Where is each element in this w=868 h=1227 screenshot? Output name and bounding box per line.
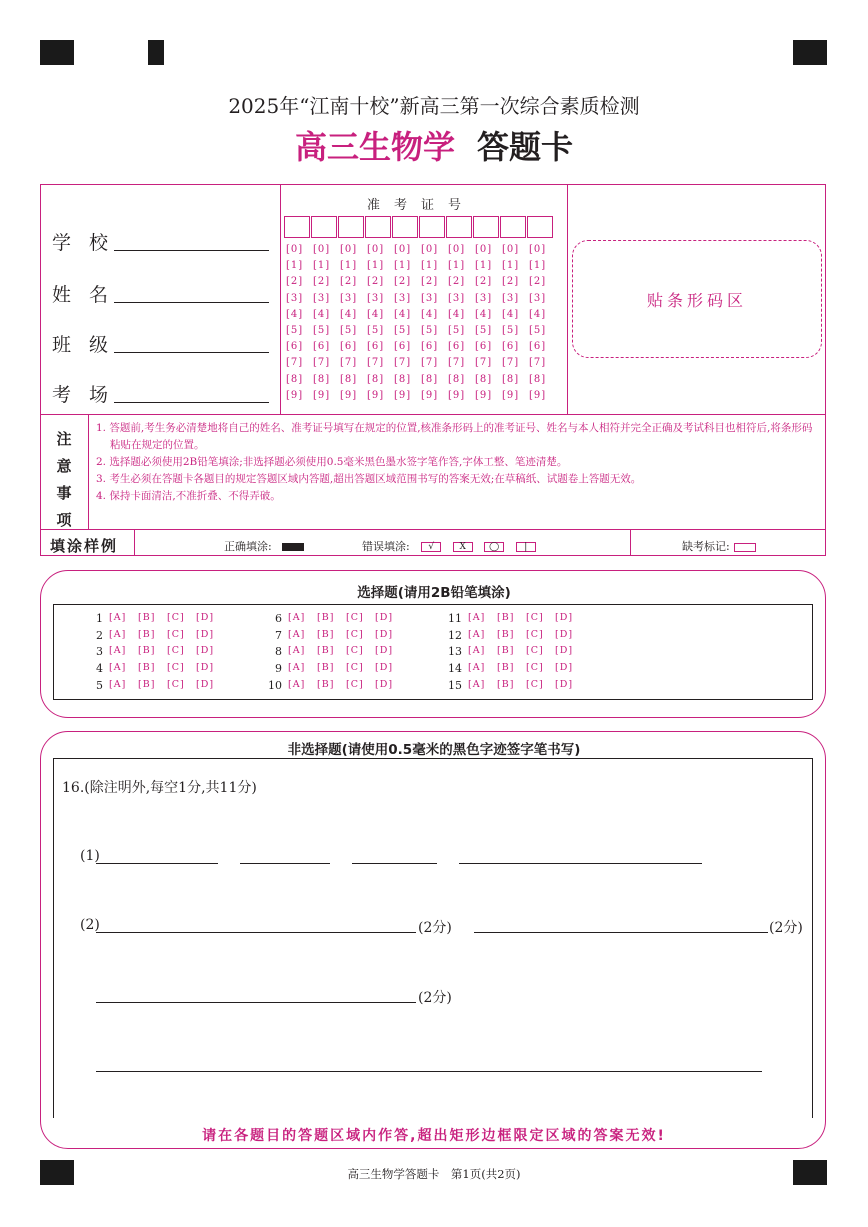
- option-bubble[interactable]: [C]: [167, 629, 185, 640]
- digit-bubble[interactable]: [2]: [421, 276, 439, 288]
- digit-bubble[interactable]: [0]: [502, 244, 520, 255]
- digit-row: [286, 374, 556, 390]
- mc-question: [264, 612, 404, 625]
- option-bubble[interactable]: [C]: [526, 645, 544, 656]
- option-bubble[interactable]: [C]: [526, 679, 544, 690]
- exam-id-boxes[interactable]: [284, 216, 554, 238]
- boundary-warning: 请在各题目的答题区域内作答,超出矩形边框限定区域的答案无效!: [202, 1128, 666, 1144]
- digit-row: [286, 260, 556, 276]
- option-bubble[interactable]: [A]: [109, 679, 127, 690]
- points-label: (2分): [769, 920, 803, 936]
- option-bubble[interactable]: [D]: [375, 612, 394, 623]
- digit-bubble[interactable]: [5]: [367, 324, 385, 336]
- exam-room-field[interactable]: [52, 380, 126, 407]
- barcode-area: 贴条形码区: [572, 240, 822, 358]
- option-bubble[interactable]: [B]: [138, 645, 156, 656]
- option-bubble[interactable]: [D]: [196, 662, 215, 673]
- digit-row: [286, 390, 556, 406]
- digit-bubble[interactable]: [9]: [367, 389, 385, 401]
- digit-bubble[interactable]: [5]: [313, 324, 331, 336]
- mc-question: [264, 662, 404, 675]
- digit-bubble[interactable]: [2]: [313, 276, 331, 288]
- option-bubble[interactable]: [C]: [167, 662, 185, 673]
- digit-bubble[interactable]: [3]: [313, 292, 331, 304]
- card-subtitle: 答题卡: [477, 128, 574, 166]
- option-bubble[interactable]: [A]: [468, 679, 486, 690]
- digit-bubble[interactable]: [7]: [313, 357, 331, 369]
- option-bubble[interactable]: [D]: [375, 645, 394, 656]
- digit-bubble[interactable]: [1]: [421, 260, 439, 272]
- digit-bubble[interactable]: [7]: [475, 357, 493, 369]
- digit-bubble[interactable]: [4]: [475, 308, 493, 320]
- digit-bubble[interactable]: [8]: [475, 373, 493, 385]
- note-item: 3. 考生必须在答题卡各题目的规定答题区域内答题,超出答题区域范围书写的答案无效;在草稿纸、试题卷上答题无效。: [96, 473, 642, 485]
- option-bubble[interactable]: [C]: [167, 612, 185, 623]
- option-bubble[interactable]: [A]: [288, 612, 306, 623]
- digit-bubble[interactable]: [6]: [340, 341, 358, 353]
- digit-bubble[interactable]: [8]: [340, 373, 358, 385]
- digit-bubble[interactable]: [2]: [286, 276, 304, 288]
- digit-bubble[interactable]: [9]: [475, 389, 493, 401]
- mc-question: [444, 612, 584, 625]
- digit-bubble[interactable]: [1]: [502, 260, 520, 272]
- digit-bubble[interactable]: [4]: [448, 308, 466, 320]
- registration-mark-top-center: [148, 40, 164, 65]
- option-bubble[interactable]: [B]: [138, 662, 156, 673]
- wrong-fill-label: 错误填涂:: [362, 540, 410, 553]
- mc-question: [85, 612, 225, 625]
- digit-bubble[interactable]: [5]: [529, 324, 547, 336]
- exam-id-label: 准考证号: [366, 198, 475, 213]
- answer-line[interactable]: [459, 863, 702, 864]
- digit-bubble[interactable]: [5]: [340, 324, 358, 336]
- digit-row: [286, 244, 556, 260]
- digit-bubble[interactable]: [2]: [394, 276, 412, 288]
- name-label: 姓名: [52, 284, 127, 306]
- exam-id-box[interactable]: [311, 216, 337, 238]
- mc-question: [85, 629, 225, 642]
- mc-question: [444, 629, 584, 642]
- digit-bubble[interactable]: [8]: [394, 373, 412, 385]
- option-bubble[interactable]: [D]: [555, 645, 574, 656]
- digit-bubble[interactable]: [0]: [286, 244, 304, 255]
- answer-frame: [53, 758, 813, 1118]
- digit-bubble[interactable]: [0]: [475, 244, 493, 255]
- option-bubble[interactable]: [B]: [497, 645, 515, 656]
- digit-bubble[interactable]: [8]: [286, 373, 304, 385]
- digit-bubble[interactable]: [6]: [529, 341, 547, 353]
- option-bubble[interactable]: [D]: [555, 612, 574, 623]
- option-bubble[interactable]: [A]: [109, 629, 127, 640]
- class-line: [114, 352, 269, 353]
- option-bubble[interactable]: [B]: [497, 612, 515, 623]
- note-item: 1. 答题前,考生务必清楚地将自己的姓名、准考证号填写在规定的位置,核准条形码上的准考证号、姓名与本人相符并完全正确及考试科目也相符后,将条形码粘贴在规定的位置。: [96, 422, 813, 451]
- digit-bubble[interactable]: [0]: [313, 244, 331, 255]
- digit-bubble[interactable]: [0]: [529, 244, 547, 255]
- digit-bubble[interactable]: [7]: [394, 357, 412, 369]
- mc-question: [264, 629, 404, 642]
- registration-mark-top-right: [793, 40, 827, 65]
- digit-bubble[interactable]: [4]: [367, 308, 385, 320]
- divider: [88, 414, 89, 530]
- digit-bubble[interactable]: [7]: [529, 357, 547, 369]
- absent-label: 缺考标记:: [682, 540, 730, 553]
- digit-bubble[interactable]: [1]: [394, 260, 412, 272]
- option-bubble[interactable]: [D]: [375, 679, 394, 690]
- card-title: [0, 122, 868, 168]
- digit-bubble[interactable]: [6]: [313, 341, 331, 353]
- digit-bubble[interactable]: [9]: [286, 389, 304, 401]
- absent-mark[interactable]: [682, 538, 756, 554]
- digit-bubble[interactable]: [4]: [502, 308, 520, 320]
- answer-line[interactable]: [96, 1071, 762, 1072]
- question-number: 11: [448, 612, 462, 625]
- answer-line[interactable]: [352, 863, 437, 864]
- option-bubble[interactable]: [D]: [375, 629, 394, 640]
- divider: [567, 184, 568, 415]
- digit-bubble[interactable]: [2]: [448, 276, 466, 288]
- digit-bubble[interactable]: [3]: [340, 292, 358, 304]
- digit-bubble[interactable]: [6]: [286, 341, 304, 353]
- wrong-mark-check: √: [421, 542, 441, 552]
- digit-bubble[interactable]: [2]: [367, 276, 385, 288]
- name-field[interactable]: [52, 280, 126, 307]
- question-number: 1: [96, 612, 103, 625]
- exam-id-box[interactable]: [338, 216, 364, 238]
- question-number: 9: [275, 662, 282, 675]
- registration-mark-top-left: [40, 40, 74, 65]
- digit-bubble[interactable]: [5]: [421, 324, 439, 336]
- digit-row: [286, 341, 556, 357]
- digit-bubble[interactable]: [0]: [367, 244, 385, 255]
- answer-line[interactable]: [474, 932, 768, 933]
- digit-bubble[interactable]: [8]: [502, 373, 520, 385]
- points-label: (2分): [418, 990, 452, 1006]
- option-bubble[interactable]: [B]: [317, 612, 335, 623]
- wrong-mark-circle: ◯: [484, 542, 504, 552]
- option-bubble[interactable]: [A]: [288, 629, 306, 640]
- correct-fill-sample: [224, 538, 304, 554]
- digit-bubble[interactable]: [4]: [286, 308, 304, 320]
- option-bubble[interactable]: [D]: [555, 679, 574, 690]
- question-number: 8: [275, 645, 282, 658]
- exam-id-box[interactable]: [446, 216, 472, 238]
- question-number: 7: [275, 629, 282, 642]
- mc-title: 选择题(请用2B铅笔填涂): [357, 585, 511, 601]
- option-bubble[interactable]: [A]: [288, 662, 306, 673]
- digit-bubble[interactable]: [9]: [502, 389, 520, 401]
- digit-bubble[interactable]: [9]: [529, 389, 547, 401]
- part-1-label: (1): [80, 848, 100, 864]
- school-label: 学校: [52, 232, 127, 254]
- option-bubble[interactable]: [C]: [526, 662, 544, 673]
- option-bubble[interactable]: [C]: [346, 612, 364, 623]
- option-bubble[interactable]: [D]: [196, 612, 215, 623]
- digit-bubble[interactable]: [0]: [421, 244, 439, 255]
- option-bubble[interactable]: [D]: [196, 679, 215, 690]
- digit-bubble[interactable]: [5]: [286, 324, 304, 336]
- option-bubble[interactable]: [C]: [526, 612, 544, 623]
- exam-id-box[interactable]: [365, 216, 391, 238]
- digit-bubble[interactable]: [6]: [475, 341, 493, 353]
- question-number: 5: [96, 679, 103, 692]
- digit-bubble[interactable]: [4]: [394, 308, 412, 320]
- exam-room-label: 考场: [52, 384, 127, 406]
- digit-bubble[interactable]: [4]: [340, 308, 358, 320]
- digit-bubble[interactable]: [0]: [448, 244, 466, 255]
- option-bubble[interactable]: [A]: [468, 645, 486, 656]
- points-label: (2分): [418, 920, 452, 936]
- exam-id-box[interactable]: [527, 216, 553, 238]
- digit-bubble[interactable]: [3]: [286, 292, 304, 304]
- answer-line[interactable]: [96, 932, 416, 933]
- exam-id-box[interactable]: [473, 216, 499, 238]
- option-bubble[interactable]: [B]: [138, 629, 156, 640]
- digit-bubble[interactable]: [9]: [340, 389, 358, 401]
- digit-bubble[interactable]: [2]: [475, 276, 493, 288]
- wrong-mark-cross: X: [453, 542, 473, 552]
- digit-bubble[interactable]: [5]: [394, 324, 412, 336]
- name-line: [114, 302, 269, 303]
- digit-bubble[interactable]: [2]: [502, 276, 520, 288]
- option-bubble[interactable]: [D]: [196, 629, 215, 640]
- option-bubble[interactable]: [B]: [138, 679, 156, 690]
- digit-bubble[interactable]: [3]: [394, 292, 412, 304]
- option-bubble[interactable]: [A]: [468, 662, 486, 673]
- option-bubble[interactable]: [D]: [196, 645, 215, 656]
- option-bubble[interactable]: [B]: [317, 662, 335, 673]
- digit-row: [286, 325, 556, 341]
- exam-id-box[interactable]: [284, 216, 310, 238]
- digit-bubble[interactable]: [5]: [502, 324, 520, 336]
- option-bubble[interactable]: [C]: [346, 679, 364, 690]
- digit-bubble[interactable]: [0]: [394, 244, 412, 255]
- digit-bubble[interactable]: [3]: [502, 292, 520, 304]
- option-bubble[interactable]: [B]: [317, 629, 335, 640]
- option-bubble[interactable]: [C]: [167, 645, 185, 656]
- option-bubble[interactable]: [A]: [109, 662, 127, 673]
- exam-id-box[interactable]: [419, 216, 445, 238]
- digit-bubble[interactable]: [5]: [448, 324, 466, 336]
- digit-bubble[interactable]: [9]: [394, 389, 412, 401]
- wrong-fill-sample: [362, 538, 536, 554]
- digit-bubble[interactable]: [8]: [313, 373, 331, 385]
- digit-bubble[interactable]: [7]: [367, 357, 385, 369]
- option-bubble[interactable]: [B]: [497, 679, 515, 690]
- exam-id-box[interactable]: [500, 216, 526, 238]
- digit-bubble[interactable]: [8]: [367, 373, 385, 385]
- option-bubble[interactable]: [B]: [317, 645, 335, 656]
- option-bubble[interactable]: [C]: [346, 662, 364, 673]
- digit-bubble[interactable]: [7]: [286, 357, 304, 369]
- option-bubble[interactable]: [A]: [468, 629, 486, 640]
- digit-bubble[interactable]: [4]: [421, 308, 439, 320]
- mc-question: [444, 662, 584, 675]
- question-number: 4: [96, 662, 103, 675]
- digit-bubble[interactable]: [9]: [448, 389, 466, 401]
- digit-bubble[interactable]: [9]: [421, 389, 439, 401]
- question-number: 15: [448, 679, 462, 692]
- question-number: 6: [275, 612, 282, 625]
- option-bubble[interactable]: [D]: [555, 662, 574, 673]
- class-field[interactable]: [52, 330, 126, 357]
- divider: [134, 529, 135, 556]
- digit-bubble[interactable]: [6]: [421, 341, 439, 353]
- option-bubble[interactable]: [A]: [109, 612, 127, 623]
- question-number: 14: [448, 662, 462, 675]
- option-bubble[interactable]: [D]: [375, 662, 394, 673]
- non-mc-title: 非选择题(请使用0.5毫米的黑色字迹签字笔书写): [287, 742, 581, 758]
- question-number: 2: [96, 629, 103, 642]
- digit-bubble[interactable]: [3]: [529, 292, 547, 304]
- digit-bubble[interactable]: [1]: [340, 260, 358, 272]
- school-field[interactable]: [52, 228, 126, 255]
- digit-bubble[interactable]: [1]: [286, 260, 304, 272]
- digit-row: [286, 293, 556, 309]
- divider: [40, 414, 826, 415]
- mc-question: [444, 645, 584, 658]
- digit-bubble[interactable]: [0]: [340, 244, 358, 255]
- option-bubble[interactable]: [D]: [555, 629, 574, 640]
- digit-bubble[interactable]: [1]: [448, 260, 466, 272]
- digit-bubble[interactable]: [3]: [421, 292, 439, 304]
- digit-bubble[interactable]: [6]: [502, 341, 520, 353]
- mc-question: [264, 645, 404, 658]
- answer-line[interactable]: [240, 863, 330, 864]
- class-label: 班级: [52, 334, 127, 356]
- digit-row: [286, 309, 556, 325]
- question-number: 3: [96, 645, 103, 658]
- digit-bubble[interactable]: [1]: [367, 260, 385, 272]
- digit-bubble[interactable]: [5]: [475, 324, 493, 336]
- option-bubble[interactable]: [A]: [109, 645, 127, 656]
- exam-id-box[interactable]: [392, 216, 418, 238]
- question-number: 12: [448, 629, 462, 642]
- digit-row: [286, 357, 556, 373]
- answer-line[interactable]: [96, 863, 218, 864]
- digit-bubble[interactable]: [4]: [529, 308, 547, 320]
- note-item: 4. 保持卡面清洁,不准折叠、不得弄破。: [96, 490, 281, 502]
- absent-box[interactable]: [734, 543, 756, 552]
- digit-bubble[interactable]: [6]: [394, 341, 412, 353]
- digit-bubble[interactable]: [3]: [475, 292, 493, 304]
- mc-question: [264, 679, 404, 692]
- digit-bubble[interactable]: [9]: [313, 389, 331, 401]
- correct-fill-mark: [282, 543, 304, 551]
- option-bubble[interactable]: [C]: [167, 679, 185, 690]
- digit-bubble[interactable]: [2]: [340, 276, 358, 288]
- digit-row: [286, 276, 556, 292]
- question-16-header: 16.(除注明外,每空1分,共11分): [62, 780, 257, 796]
- note-item: 2. 选择题必须使用2B铅笔填涂;非选择题必须使用0.5毫米黑色墨水签字笔作答,字体工整、笔迹清楚。: [96, 456, 568, 468]
- question-number: 10: [268, 679, 282, 692]
- digit-bubble[interactable]: [4]: [313, 308, 331, 320]
- option-bubble[interactable]: [C]: [346, 645, 364, 656]
- digit-bubble[interactable]: [7]: [448, 357, 466, 369]
- mc-question: [85, 662, 225, 675]
- wrong-mark-line: |: [516, 542, 536, 552]
- option-bubble[interactable]: [C]: [526, 629, 544, 640]
- part-2-label: (2): [80, 917, 100, 933]
- divider: [40, 529, 826, 530]
- digit-bubble[interactable]: [2]: [529, 276, 547, 288]
- option-bubble[interactable]: [A]: [288, 679, 306, 690]
- option-bubble[interactable]: [C]: [346, 629, 364, 640]
- option-bubble[interactable]: [A]: [468, 612, 486, 623]
- digit-bubble[interactable]: [3]: [448, 292, 466, 304]
- digit-bubble[interactable]: [6]: [448, 341, 466, 353]
- digit-bubble[interactable]: [7]: [421, 357, 439, 369]
- exam-title: 2025年“江南十校”新高三第一次综合素质检测: [228, 94, 640, 118]
- mc-question: [85, 679, 225, 692]
- option-bubble[interactable]: [B]: [497, 662, 515, 673]
- question-number: 13: [448, 645, 462, 658]
- digit-bubble[interactable]: [3]: [367, 292, 385, 304]
- answer-line[interactable]: [96, 1002, 416, 1003]
- exam-id-digit-grid[interactable]: [286, 244, 556, 406]
- option-bubble[interactable]: [B]: [497, 629, 515, 640]
- digit-bubble[interactable]: [7]: [340, 357, 358, 369]
- digit-bubble[interactable]: [7]: [502, 357, 520, 369]
- mc-question: [85, 645, 225, 658]
- digit-bubble[interactable]: [8]: [529, 373, 547, 385]
- option-bubble[interactable]: [B]: [317, 679, 335, 690]
- subject-title: 高三生物学: [294, 128, 455, 166]
- correct-fill-label: 正确填涂:: [224, 540, 272, 553]
- exam-room-line: [114, 402, 269, 403]
- digit-bubble[interactable]: [1]: [529, 260, 547, 272]
- notes-list: [96, 420, 821, 505]
- digit-bubble[interactable]: [1]: [313, 260, 331, 272]
- divider: [280, 184, 281, 415]
- digit-bubble[interactable]: [8]: [421, 373, 439, 385]
- fill-sample-label: 填涂样例: [50, 537, 119, 555]
- school-line: [114, 250, 269, 251]
- option-bubble[interactable]: [B]: [138, 612, 156, 623]
- digit-bubble[interactable]: [1]: [475, 260, 493, 272]
- option-bubble[interactable]: [A]: [288, 645, 306, 656]
- digit-bubble[interactable]: [6]: [367, 341, 385, 353]
- divider: [630, 529, 631, 556]
- digit-bubble[interactable]: [8]: [448, 373, 466, 385]
- mc-question: [444, 679, 584, 692]
- page-footer: 高三生物学答题卡 第1页(共2页): [347, 1167, 521, 1181]
- notes-label: 注意事项: [56, 430, 72, 529]
